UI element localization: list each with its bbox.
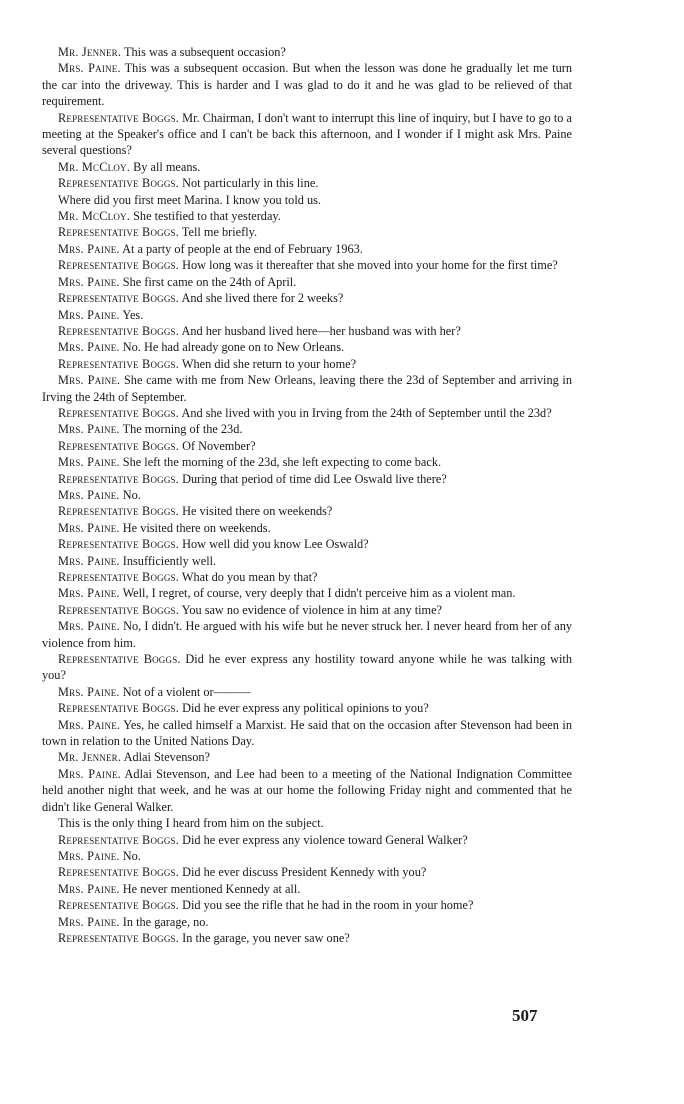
transcript-paragraph <box>42 914 572 930</box>
speaker-name: Representative Boggs. <box>58 570 180 584</box>
transcript-paragraph <box>42 684 572 700</box>
transcript-paragraph <box>42 585 572 601</box>
transcript-paragraph <box>42 405 572 421</box>
speech-text: She first came on the 24th of April. <box>122 274 297 289</box>
transcript-paragraph <box>42 749 572 765</box>
speech-text: This was a subsequent occasion? <box>124 45 286 59</box>
transcript-paragraph <box>42 503 572 519</box>
speaker-name: Mrs. Paine. <box>58 373 121 388</box>
speaker-name: Representative Boggs. <box>58 701 180 716</box>
speaker-name: Representative Boggs. <box>58 405 180 420</box>
transcript-paragraph <box>42 192 572 208</box>
transcript-paragraph <box>42 602 572 618</box>
transcript-paragraph <box>42 471 572 487</box>
speech-text: This was a subsequent occasion. But when the lesson was done he gradually let me turn the car into the driveway. This is harder and I was glad to do it and he was glad to be relieved of that requirement. <box>42 61 572 109</box>
speaker-name: Mrs. Paine. <box>58 455 120 470</box>
speech-text: He visited there on weekends? <box>182 504 333 519</box>
speech-text: And she lived there for 2 weeks? <box>181 291 344 306</box>
speech-text: Adlai Stevenson, and Lee had been to a meeting of the National Indignation Committee held another night that week, and he was at our home the following Friday night and commented that he didn't like General Walker. <box>42 766 573 814</box>
speech-text: Insufficiently well. <box>122 553 217 568</box>
speech-text: What do you mean by that? <box>181 570 318 584</box>
speaker-name: Representative Boggs. <box>58 110 180 125</box>
speech-text: No, I didn't. He argued with his wife but he never struck her. I never heard from her of any violence from him. <box>42 619 572 650</box>
transcript-paragraph <box>42 421 572 437</box>
transcript-paragraph <box>42 257 572 273</box>
speaker-name: Mrs. Paine. <box>58 487 120 502</box>
speaker-name: Mrs. Paine. <box>58 684 120 699</box>
transcript-paragraph <box>42 881 572 897</box>
transcript-paragraph <box>42 241 572 257</box>
speech-text: And she lived with you in Irving from the 24th of September until the 23d? <box>181 405 552 420</box>
speech-text: No. <box>122 848 141 863</box>
transcript-paragraph <box>42 224 572 240</box>
speaker-name: Mrs. Paine. <box>58 586 120 601</box>
speaker-name: Representative Boggs. <box>58 471 180 486</box>
speech-text: She left the morning of the 23d, she left expecting to come back. <box>122 455 442 470</box>
speaker-name: Mrs. Paine. <box>58 914 120 929</box>
speech-text: Well, I regret, of course, very deeply that I didn't perceive him as a violent man. <box>122 586 516 601</box>
speech-text: Not particularly in this line. <box>182 176 319 191</box>
transcript-paragraph <box>42 159 572 175</box>
transcript-paragraph <box>42 274 572 290</box>
speech-text: And her husband lived here—her husband was with her? <box>181 323 461 338</box>
speaker-name: Representative Boggs. <box>58 291 180 306</box>
speaker-name: Mr. McCloy. <box>58 209 130 224</box>
speech-text: Did you see the rifle that he had in the room in your home? <box>182 898 474 913</box>
speaker-name: Mrs. Paine. <box>58 881 120 896</box>
speech-text: Mr. Chairman, I don't want to interrupt this line of inquiry, but I have to go to a meeting at the Speaker's office and I can't be back this afternoon, and I wonder if I might ask Mrs. Paine several questions? <box>42 110 572 158</box>
transcript-body <box>42 44 572 946</box>
transcript-paragraph <box>42 175 572 191</box>
speaker-name: Representative Boggs. <box>58 323 180 338</box>
speech-text: Did he ever express any hostility toward anyone while he was talking with you? <box>42 652 572 683</box>
transcript-paragraph <box>42 569 572 585</box>
speaker-name: Mrs. Paine. <box>58 717 121 732</box>
speech-text: He never mentioned Kennedy at all. <box>122 881 301 896</box>
speech-text: He visited there on weekends. <box>122 520 271 535</box>
speaker-name: Representative Boggs. <box>58 865 180 880</box>
speech-text: The morning of the 23d. <box>122 422 243 437</box>
transcript-paragraph <box>42 356 572 372</box>
speech-text: In the garage, no. <box>122 914 209 929</box>
speaker-name: Representative Boggs. <box>58 652 181 667</box>
speaker-name: Mrs. Paine. <box>58 274 120 289</box>
speech-text: How long was it thereafter that she moved into your home for the first time? <box>182 258 558 273</box>
speaker-name: Representative Boggs. <box>58 602 180 617</box>
transcript-paragraph <box>42 44 572 60</box>
transcript-paragraph <box>42 651 572 684</box>
transcript-paragraph <box>42 487 572 503</box>
speaker-name: Mrs. Paine. <box>58 422 120 437</box>
transcript-paragraph <box>42 110 572 159</box>
transcript-paragraph <box>42 536 572 552</box>
speaker-name: Representative Boggs. <box>58 930 180 945</box>
speaker-name: Mr. McCloy. <box>58 159 130 174</box>
transcript-paragraph <box>42 864 572 880</box>
transcript-paragraph <box>42 897 572 913</box>
speech-text: Yes. <box>122 307 144 322</box>
transcript-paragraph <box>42 372 572 405</box>
speech-text: In the garage, you never saw one? <box>182 930 350 945</box>
transcript-paragraph <box>42 815 572 831</box>
speech-text: By all means. <box>133 159 201 174</box>
speech-text: You saw no evidence of violence in him at any time? <box>181 602 443 617</box>
speaker-name: Mrs. Paine. <box>58 848 120 863</box>
transcript-paragraph <box>42 848 572 864</box>
transcript-paragraph <box>42 438 572 454</box>
transcript-paragraph <box>42 832 572 848</box>
speaker-name: Mr. Jenner. <box>58 45 122 59</box>
speech-text: No. <box>122 487 141 502</box>
transcript-paragraph <box>42 208 572 224</box>
transcript-paragraph <box>42 520 572 536</box>
speaker-name: Mrs. Paine. <box>58 307 120 322</box>
speech-text: Did he ever express any political opinions to you? <box>182 701 429 716</box>
speech-text: When did she return to your home? <box>181 356 357 371</box>
speech-text: Where did you first meet Marina. I know you told us. <box>58 192 321 207</box>
speech-text: Tell me briefly. <box>181 225 258 240</box>
speech-text: Yes, he called himself a Marxist. He said that on the occasion after Stevenson had been in town in relation to the United Nations Day. <box>42 717 573 749</box>
transcript-paragraph <box>42 454 572 470</box>
speaker-name: Representative Boggs. <box>58 537 180 552</box>
speech-text: She testified to that yesterday. <box>133 209 281 224</box>
speaker-name: Mrs. Paine. <box>58 766 121 781</box>
speaker-name: Representative Boggs. <box>58 225 180 240</box>
speech-text: Not of a violent or——— <box>122 684 251 699</box>
speaker-name: Representative Boggs. <box>58 832 180 847</box>
speech-text: Did he ever express any violence toward General Walker? <box>182 832 468 847</box>
transcript-paragraph <box>42 323 572 339</box>
speech-text: How well did you know Lee Oswald? <box>182 537 369 552</box>
speaker-name: Mrs. Paine. <box>58 619 120 634</box>
speaker-name: Mrs. Paine. <box>58 340 120 355</box>
speech-text: Adlai Stevenson? <box>123 750 210 765</box>
speaker-name: Mrs. Paine. <box>58 241 120 256</box>
speech-text: Of November? <box>182 438 256 453</box>
speech-text: No. He had already gone on to New Orleans. <box>122 340 345 355</box>
page-number: 507 <box>512 1006 538 1025</box>
transcript-paragraph <box>42 700 572 716</box>
speech-text: At a party of people at the end of February 1963. <box>122 241 363 256</box>
speaker-name: Mr. Jenner. <box>58 750 122 765</box>
speech-text: Did he ever discuss President Kennedy with you? <box>182 865 427 880</box>
speech-text: She came with me from New Orleans, leaving there the 23d of September and arriving in Irving the 24th of September. <box>42 373 572 404</box>
speaker-name: Mrs. Paine. <box>58 553 120 568</box>
speech-text: This is the only thing I heard from him on the subject. <box>58 816 324 831</box>
transcript-paragraph <box>42 60 572 109</box>
speaker-name: Mrs. Paine. <box>58 520 120 535</box>
transcript-paragraph <box>42 339 572 355</box>
speaker-name: Representative Boggs. <box>58 356 180 371</box>
speech-text: During that period of time did Lee Oswald live there? <box>182 471 447 486</box>
transcript-paragraph <box>42 930 572 946</box>
speaker-name: Representative Boggs. <box>58 176 180 191</box>
transcript-paragraph <box>42 307 572 323</box>
speaker-name: Representative Boggs. <box>58 438 180 453</box>
speaker-name: Representative Boggs. <box>58 258 180 273</box>
transcript-paragraph <box>42 618 572 651</box>
transcript-paragraph <box>42 717 572 750</box>
transcript-paragraph <box>42 553 572 569</box>
speaker-name: Mrs. Paine. <box>58 61 121 76</box>
transcript-paragraph <box>42 766 572 815</box>
speaker-name: Representative Boggs. <box>58 898 180 913</box>
transcript-paragraph <box>42 290 572 306</box>
speaker-name: Representative Boggs. <box>58 504 180 519</box>
